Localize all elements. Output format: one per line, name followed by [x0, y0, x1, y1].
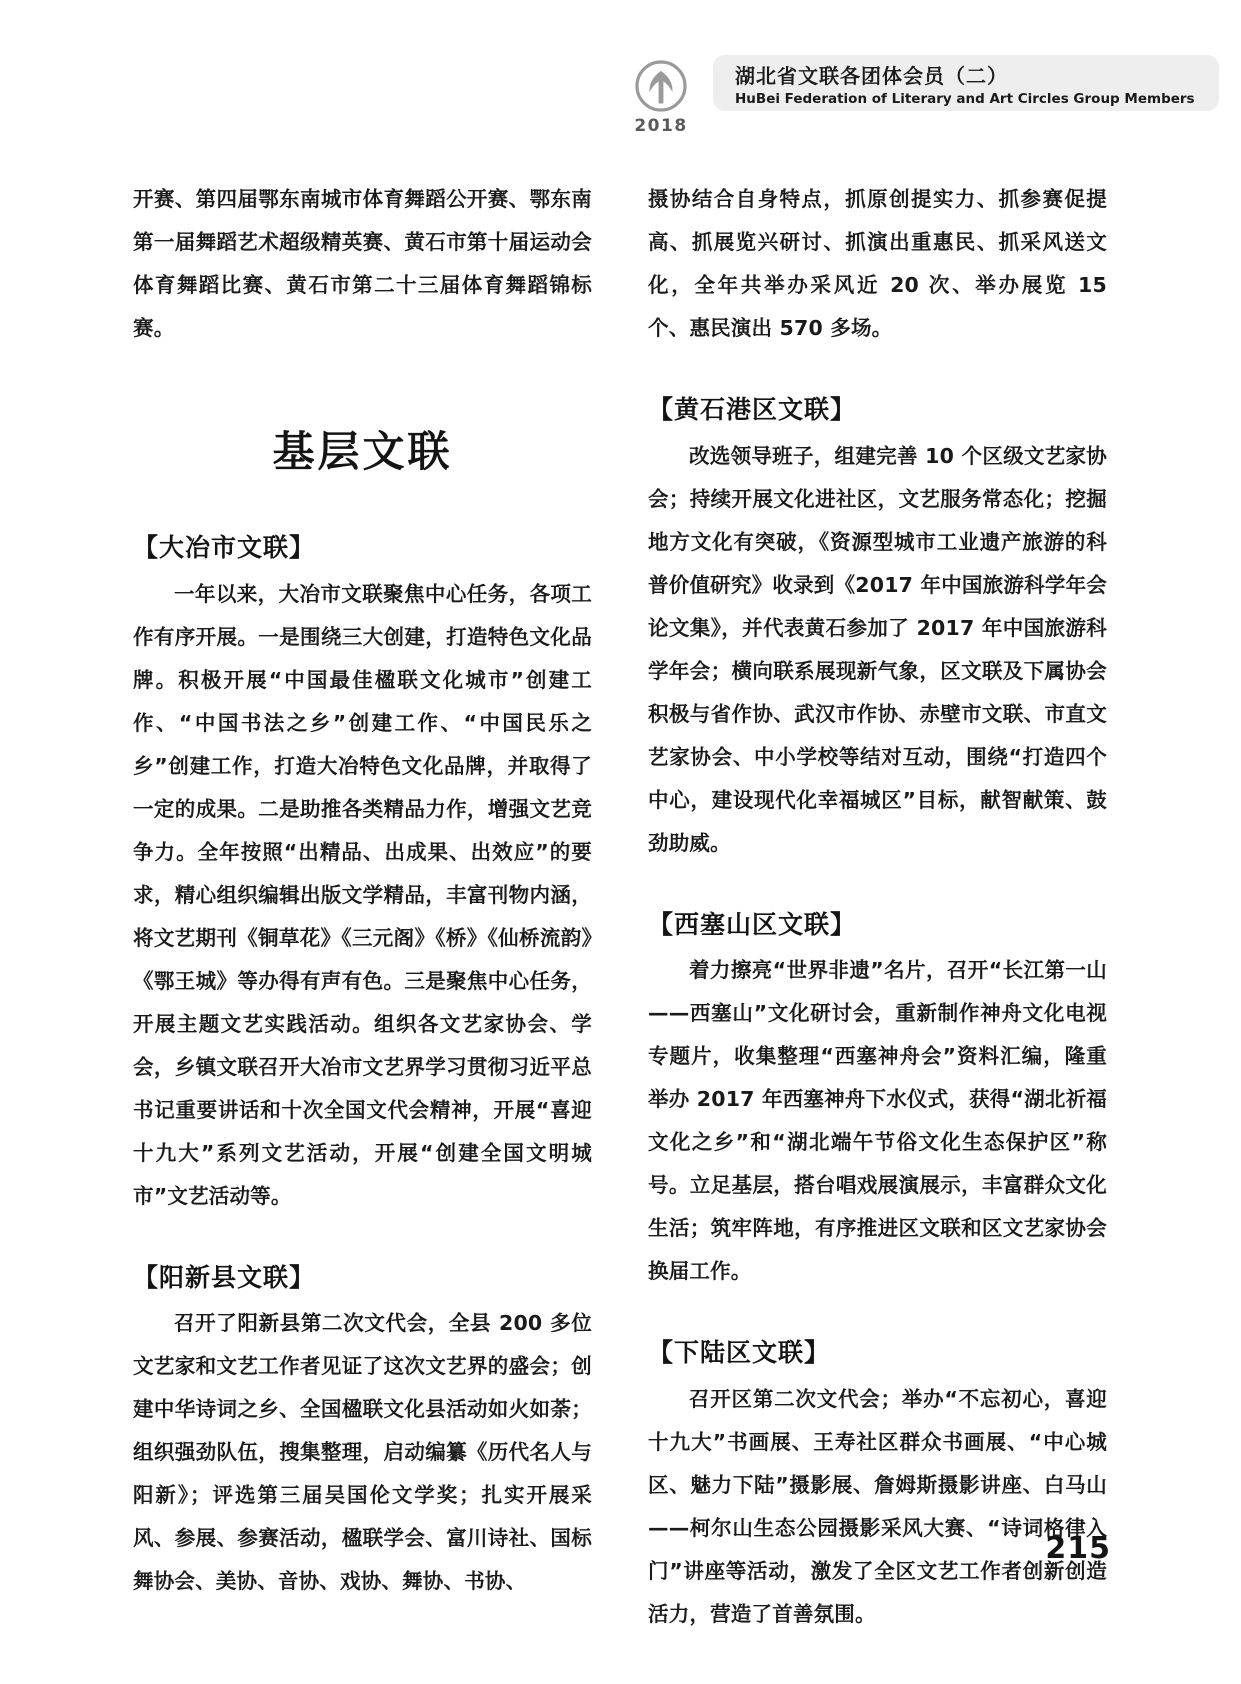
subsection-body-huangshigangqu: 改选领导班子，组建完善 10 个区级文艺家协会；持续开展文化进社区，文艺服务常态化；挖掘地方文化有突破，《资源型城市工业遗产旅游的科普价值研究》收录到《2017 年中国旅游科学年会论文集》，并代表黄石参加了 2017 年中国旅游科学年会；横向联系展现新气象，区文联及下属协会积极与省作协、武汉市作协、赤壁市文联、市直文艺家协会、中小学校等结对互动，围绕“打造四个中心，建设现代化幸福城区”目标，献智献策、鼓劲助威。 — [648, 443, 1107, 855]
subsection-body-xisaishanqu: 着力擦亮“世界非遗”名片，召开“长江第一山——西塞山”文化研讨会，重新制作神舟文化电视专题片，收集整理“西塞神舟会”资料汇编，隆重举办 2017 年西塞神舟下水仪式，获得“湖北祈福文化之乡”和“湖北端午节俗文化生态保护区”称号。立足基层，搭台唱戏展演展示，丰富群众文化生活；筑牢阵地，有序推进区文联和区文艺家协会换届工作。 — [648, 958, 1107, 1283]
hubei-federation-logo-icon — [634, 59, 688, 113]
logo-block — [625, 55, 697, 136]
page-content — [133, 178, 1108, 1636]
subsection-body-xialuqu: 召开区第二次文代会；举办“不忘初心，喜迎十九大”书画展、王寿社区群众书画展、“中心城区、魅力下陆”摄影展、詹姆斯摄影讲座、白马山——柯尔山生态公园摄影采风大赛、“诗词格律入门”讲座等活动，激发了全区文艺工作者创新创造活力，营造了首善氛围。 — [648, 1386, 1107, 1626]
page-number: 215 — [1045, 1531, 1111, 1566]
right-column — [648, 178, 1107, 1636]
subsection-heading-xialuqu: 【下陆区文联】 — [648, 1338, 831, 1367]
header-title-en: HuBei Federation of Literary and Art Circles Group Members — [735, 91, 1195, 107]
subsection-heading-dayeshi: 【大冶市文联】 — [133, 533, 316, 563]
section-spacer — [648, 865, 1107, 909]
page-header — [0, 55, 1241, 141]
section-spacer — [648, 1293, 1107, 1337]
header-title-bar — [713, 55, 1219, 111]
subsection-body-yangxinxian: 召开了阳新县第二次文代会，全县 200 多位文艺家和文艺工作者见证了这次文艺界的盛会；创建中华诗词之乡、全国楹联文化县活动如火如荼；组织强劲队伍，搜集整理，启动编纂《历代名人与阳新》；评选第三届吴国伦文学奖；扎实开展采风、参展、参赛活动，楹联学会、富川诗社、国标舞协会、美协、音协、戏协、舞协、书协、 — [133, 1311, 592, 1594]
header-title-cn: 湖北省文联各团体会员（二） — [735, 64, 1008, 88]
section-spacer — [648, 350, 1107, 394]
subsection-heading-huangshigangqu: 【黄石港区文联】 — [648, 395, 857, 424]
subsection-body-dayeshi: 一年以来，大冶市文联聚焦中心任务，各项工作有序开展。一是围绕三大创建，打造特色文化品牌。积极开展“中国最佳楹联文化城市”创建工作、“中国书法之乡”创建工作、“中国民乐之乡”创建工作，打造大冶特色文化品牌，并取得了一定的成果。二是助推各类精品力作，增强文艺竞争力。全年按照“出精品、出成果、出效应”的要求，精心组织编辑出版文学精品，丰富刊物内涵，将文艺期刊《铜草花》《三元阁》《桥》《仙桥流韵》《鄂王城》等办得有声有色。三是聚焦中心任务，开展主题文艺实践活动。组织各文艺家协会、学会，乡镇文联召开大冶市文艺界学习贯彻习近平总书记重要讲话和十次全国文代会精神，开展“喜迎十九大”系列文艺活动，开展“创建全国文明城市”文艺活动等。 — [133, 581, 592, 1208]
subsection-heading-yangxinxian: 【阳新县文联】 — [133, 1262, 316, 1292]
logo-year: 2018 — [634, 116, 688, 136]
page-section-title: 基层文联 — [272, 427, 453, 476]
continued-paragraph: 摄协结合自身特点，抓原创提实力、抓参赛促提高、抓展览兴研讨、抓演出重惠民、抓采风送文化，全年共举办采风近 20 次、举办展览 15 个、惠民演出 570 多场。 — [648, 187, 1107, 340]
left-column — [133, 178, 592, 1636]
continued-paragraph: 开赛、第四届鄂东南城市体育舞蹈公开赛、鄂东南第一届舞蹈艺术超级精英赛、黄石市第十届运动会体育舞蹈比赛、黄石市第二十三届体育舞蹈锦标赛。 — [133, 187, 592, 340]
section-spacer — [133, 1218, 592, 1262]
subsection-heading-xisaishanqu: 【西塞山区文联】 — [648, 909, 857, 939]
header-inner — [625, 55, 1219, 136]
